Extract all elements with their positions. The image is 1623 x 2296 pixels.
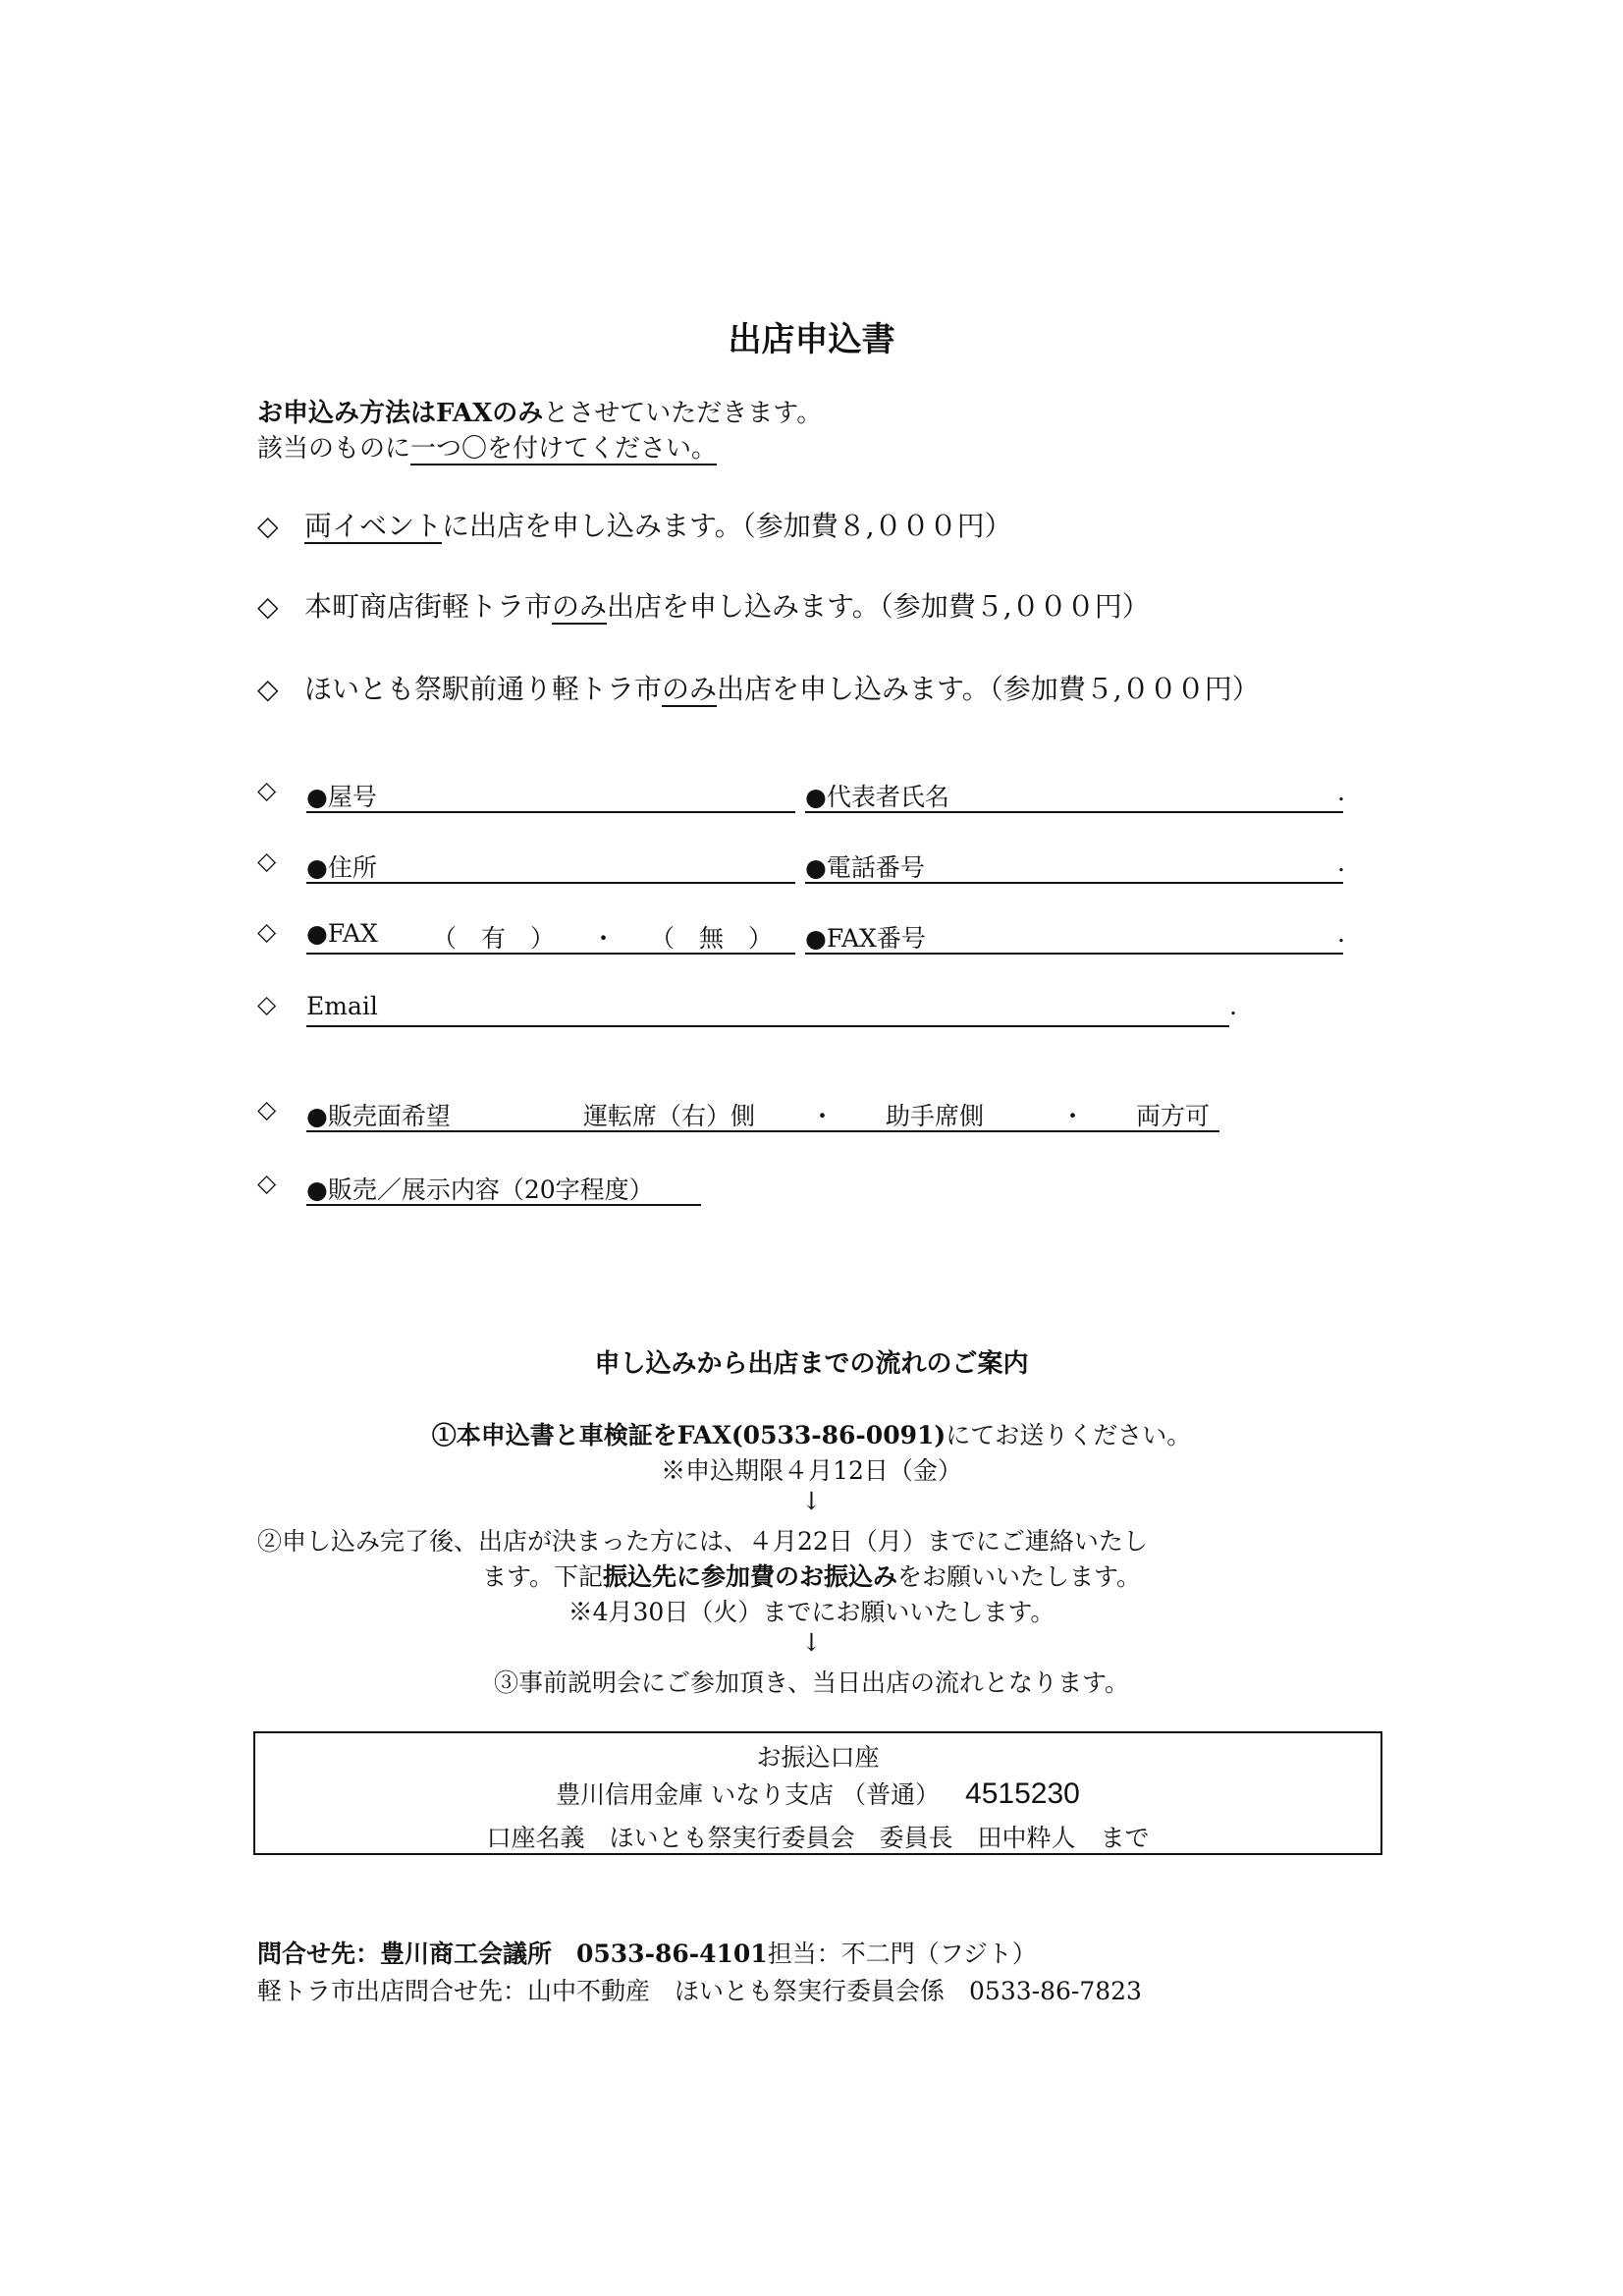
fax-label: ●FAX	[306, 919, 378, 948]
side-separator: ・	[810, 1102, 836, 1130]
sales-content-field[interactable]	[306, 1204, 701, 1206]
option-label-prefix: 本町商店街軽トラ市	[304, 590, 553, 623]
field-row-address	[257, 847, 1347, 886]
line-end-dot: .	[1337, 778, 1345, 806]
line-end-dot: .	[1337, 848, 1345, 877]
side-driver-option[interactable]: 運転席（右）側	[583, 1102, 756, 1130]
option-label: 出店を申し込みます。（参加費５,０００円）	[607, 590, 1150, 623]
side-separator: ・	[1060, 1102, 1086, 1130]
option-label-underlined: のみ	[662, 673, 718, 705]
contact-person: 担当：不二門（フジト）	[767, 1940, 1037, 1968]
contact-line-2: 軽トラ市出店問合せ先：山中不動産 ほいとも祭実行委員会係 0533-86-7823	[257, 1977, 1142, 2005]
flow-step-1-bold: ①本申込書と車検証をFAX(0533-86-0091)	[431, 1421, 947, 1449]
option-label-underlined: のみ	[552, 590, 608, 623]
flow-step-3: ③事前説明会にご参加頂き、当日出店の流れとなります。	[493, 1668, 1129, 1697]
diamond-icon: ◇	[257, 1095, 277, 1123]
side-passenger-option[interactable]: 助手席側	[886, 1102, 985, 1130]
flow-step-1	[0, 1416, 1623, 1451]
diamond-icon: ◇	[257, 776, 277, 804]
flow-step-2-note: ※4月30日（火）までにお願いいたします。	[568, 1598, 1055, 1626]
flow-step-2-line-2	[0, 1558, 1623, 1593]
fax-separator: ・	[591, 924, 617, 953]
phone-label: ●電話番号	[805, 853, 925, 882]
fax-number-field[interactable]	[805, 953, 1343, 955]
account-bank-name: 豊川信用金庫 いなり支店 （普通）	[556, 1780, 941, 1809]
field-row-shop	[257, 776, 1347, 815]
flow-step-1-note: ※申込期限４月12日（金）	[661, 1456, 962, 1485]
account-bank	[253, 1776, 1382, 1811]
option-both-events[interactable]	[257, 505, 1012, 544]
intro-line-2	[257, 428, 717, 465]
diamond-icon[interactable]: ◇	[257, 510, 279, 542]
option-label: 出店を申し込みます。（参加費５,０００円）	[717, 673, 1260, 705]
intro-instruction-underlined: 一つ〇を付けてください。	[410, 434, 718, 464]
option-honmachi-only[interactable]	[257, 585, 1150, 625]
intro-line-1	[257, 393, 822, 429]
intro-instruction: 該当のものに	[257, 434, 411, 464]
account-number: 4515230	[965, 1777, 1080, 1810]
diamond-icon: ◇	[257, 1169, 277, 1197]
diamond-icon[interactable]: ◇	[257, 590, 279, 623]
field-row-sales-side	[257, 1095, 1347, 1134]
flow-step-2-text: ます。下記	[481, 1562, 603, 1591]
option-hoitomo-only[interactable]	[257, 668, 1260, 707]
intro-method: お申込み方法はFAXのみ	[257, 399, 544, 428]
phone-field[interactable]	[805, 882, 1343, 884]
diamond-icon: ◇	[257, 847, 277, 875]
intro-method-rest: とさせていただきます。	[543, 399, 823, 428]
flow-arrow-2: ↓	[801, 1628, 822, 1657]
email-field[interactable]	[306, 1025, 1229, 1027]
sales-content-label: ●販売／展示内容（20字程度）	[306, 1175, 654, 1204]
line-end-dot: .	[1229, 992, 1237, 1020]
contact-line-1	[257, 1935, 1037, 1970]
account-heading: お振込口座	[756, 1743, 880, 1772]
contact-main: 問合せ先：豊川商工会議所 0533-86-4101	[257, 1940, 768, 1968]
sales-side-field	[306, 1130, 1219, 1132]
diamond-icon: ◇	[257, 917, 277, 946]
flow-step-2-line-1: ②申し込み完了後、出店が決まった方には、４月22日（月）までにご連絡いたし	[257, 1527, 1148, 1556]
representative-label: ●代表者氏名	[805, 783, 949, 811]
representative-field[interactable]	[805, 811, 1343, 813]
address-label: ●住所	[306, 853, 377, 882]
flow-step-2-text-end: をお願いいたします。	[897, 1562, 1142, 1591]
option-label: に出店を申し込みます。（参加費８,０００円）	[442, 510, 1012, 542]
account-holder: 口座名義 ほいとも祭実行委員会 委員長 田中粋人 まで	[486, 1824, 1150, 1852]
fax-field	[306, 953, 795, 955]
option-label-underlined: 両イベント	[304, 510, 443, 542]
flow-arrow-1: ↓	[801, 1487, 822, 1515]
line-end-dot: .	[1337, 919, 1345, 948]
diamond-icon[interactable]: ◇	[257, 673, 279, 705]
side-both-option[interactable]: 両方可	[1136, 1102, 1211, 1130]
flow-step-1-rest: にてお送りください。	[946, 1421, 1192, 1449]
page-title: 出店申込書	[728, 320, 895, 359]
shop-name-field[interactable]	[306, 811, 795, 813]
email-label: Email	[306, 992, 378, 1020]
fax-no-option[interactable]: （ 無 ）	[650, 924, 774, 953]
field-row-sales-content	[257, 1169, 1347, 1208]
field-row-email	[257, 990, 1347, 1029]
field-row-fax	[257, 917, 1347, 957]
flow-title: 申し込みから出店までの流れのご案内	[594, 1349, 1029, 1379]
sales-side-label: ●販売面希望	[306, 1102, 451, 1130]
diamond-icon: ◇	[257, 990, 277, 1018]
option-label-prefix: ほいとも祭駅前通り軽トラ市	[304, 673, 663, 705]
shop-name-label: ●屋号	[306, 783, 377, 811]
fax-number-label: ●FAX番号	[805, 924, 926, 953]
address-field[interactable]	[306, 882, 795, 884]
fax-yes-option[interactable]: （ 有 ）	[432, 924, 556, 953]
flow-step-2-bold: 振込先に参加費のお振込み	[602, 1562, 897, 1591]
